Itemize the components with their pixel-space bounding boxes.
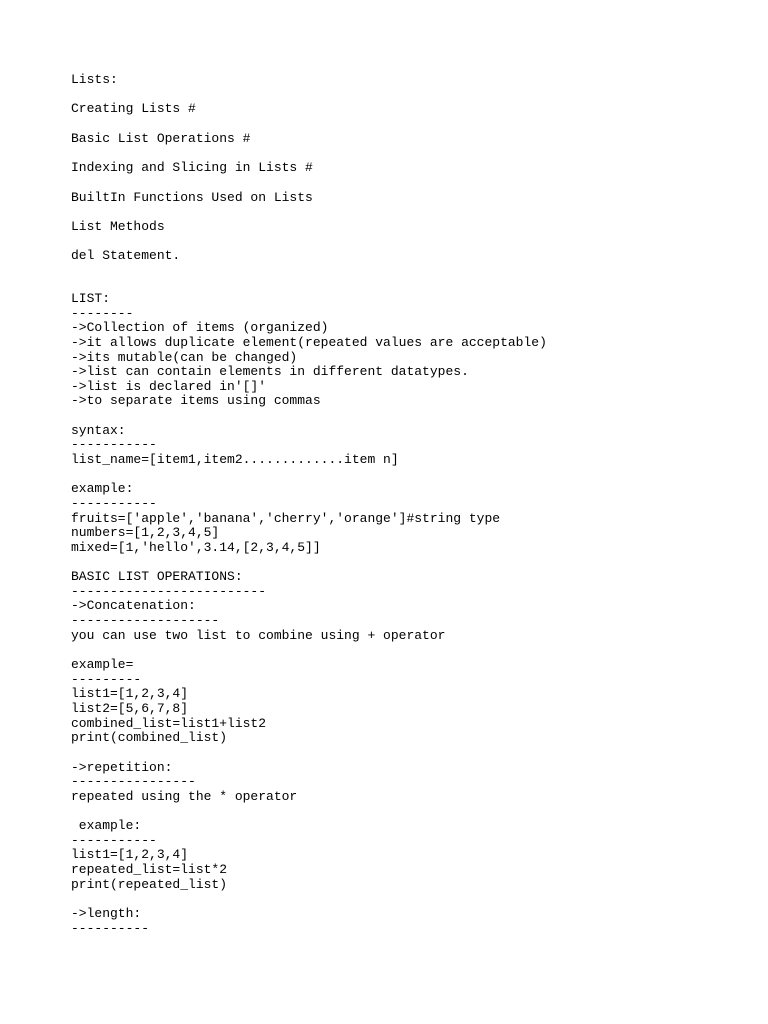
blank-line xyxy=(71,409,547,424)
table-of-contents xyxy=(71,71,313,277)
blank-line xyxy=(71,804,547,819)
text-line: ->its mutable(can be changed) xyxy=(71,349,298,365)
text-line: ->Concatenation: xyxy=(71,598,196,614)
toc-item: del Statement. xyxy=(71,248,181,264)
text-line: you can use two list to combine using + operator xyxy=(71,627,446,643)
text-line: ----------- xyxy=(71,832,157,848)
blank-line xyxy=(71,556,547,571)
text-line: ->to separate items using commas xyxy=(71,393,321,409)
text-line: ---------- xyxy=(71,920,150,936)
text-line: ----------- xyxy=(71,437,157,453)
text-line: ->list is declared in'[]' xyxy=(71,378,267,394)
blank-line xyxy=(71,892,547,907)
text-line: fruits=['apple','banana','cherry','orange']#string type xyxy=(71,510,501,526)
text-line: print(repeated_list) xyxy=(71,876,228,892)
text-line: list1=[1,2,3,4] xyxy=(71,686,189,702)
text-line: -------- xyxy=(71,305,134,321)
text-line: ->length: xyxy=(71,905,142,921)
text-line: BASIC LIST OPERATIONS: xyxy=(71,569,243,585)
blank-line xyxy=(71,746,547,761)
text-line: combined_list=list1+list2 xyxy=(71,715,267,731)
toc-item: BuiltIn Functions Used on Lists xyxy=(71,189,313,205)
text-line: ---------------- xyxy=(71,774,196,790)
text-line: ----------- xyxy=(71,495,157,511)
toc-item: Basic List Operations # xyxy=(71,130,251,146)
text-line: syntax: xyxy=(71,422,126,438)
text-line: ------------------------- xyxy=(71,583,267,599)
text-line: list1=[1,2,3,4] xyxy=(71,847,189,863)
text-line: repeated_list=list*2 xyxy=(71,861,228,877)
toc-item: List Methods xyxy=(71,218,165,234)
toc-item: Indexing and Slicing in Lists # xyxy=(71,160,313,176)
text-line: list_name=[item1,item2.............item n] xyxy=(71,452,399,468)
text-line: LIST: xyxy=(71,291,111,306)
toc-item: Lists: xyxy=(71,72,118,87)
text-line: ->list can contain elements in different datatypes. xyxy=(71,364,469,380)
text-line: repeated using the * operator xyxy=(71,788,298,804)
text-line: --------- xyxy=(71,671,142,687)
blank-line xyxy=(71,643,547,658)
text-line: example: xyxy=(71,818,142,834)
text-line: mixed=[1,'hello',3.14,[2,3,4,5]] xyxy=(71,539,321,555)
text-line: numbers=[1,2,3,4,5] xyxy=(71,525,220,541)
text-line: list2=[5,6,7,8] xyxy=(71,700,189,716)
toc-item: Creating Lists # xyxy=(71,101,196,117)
text-line: ->repetition: xyxy=(71,759,173,775)
text-line: print(combined_list) xyxy=(71,730,228,746)
text-line: ------------------- xyxy=(71,613,220,629)
blank-line xyxy=(71,468,547,483)
text-line: ->it allows duplicate element(repeated values are acceptable) xyxy=(71,334,547,350)
text-line: ->Collection of items (organized) xyxy=(71,320,329,336)
text-line: example: xyxy=(71,481,134,497)
text-line: example= xyxy=(71,657,134,673)
document-body xyxy=(71,292,547,936)
